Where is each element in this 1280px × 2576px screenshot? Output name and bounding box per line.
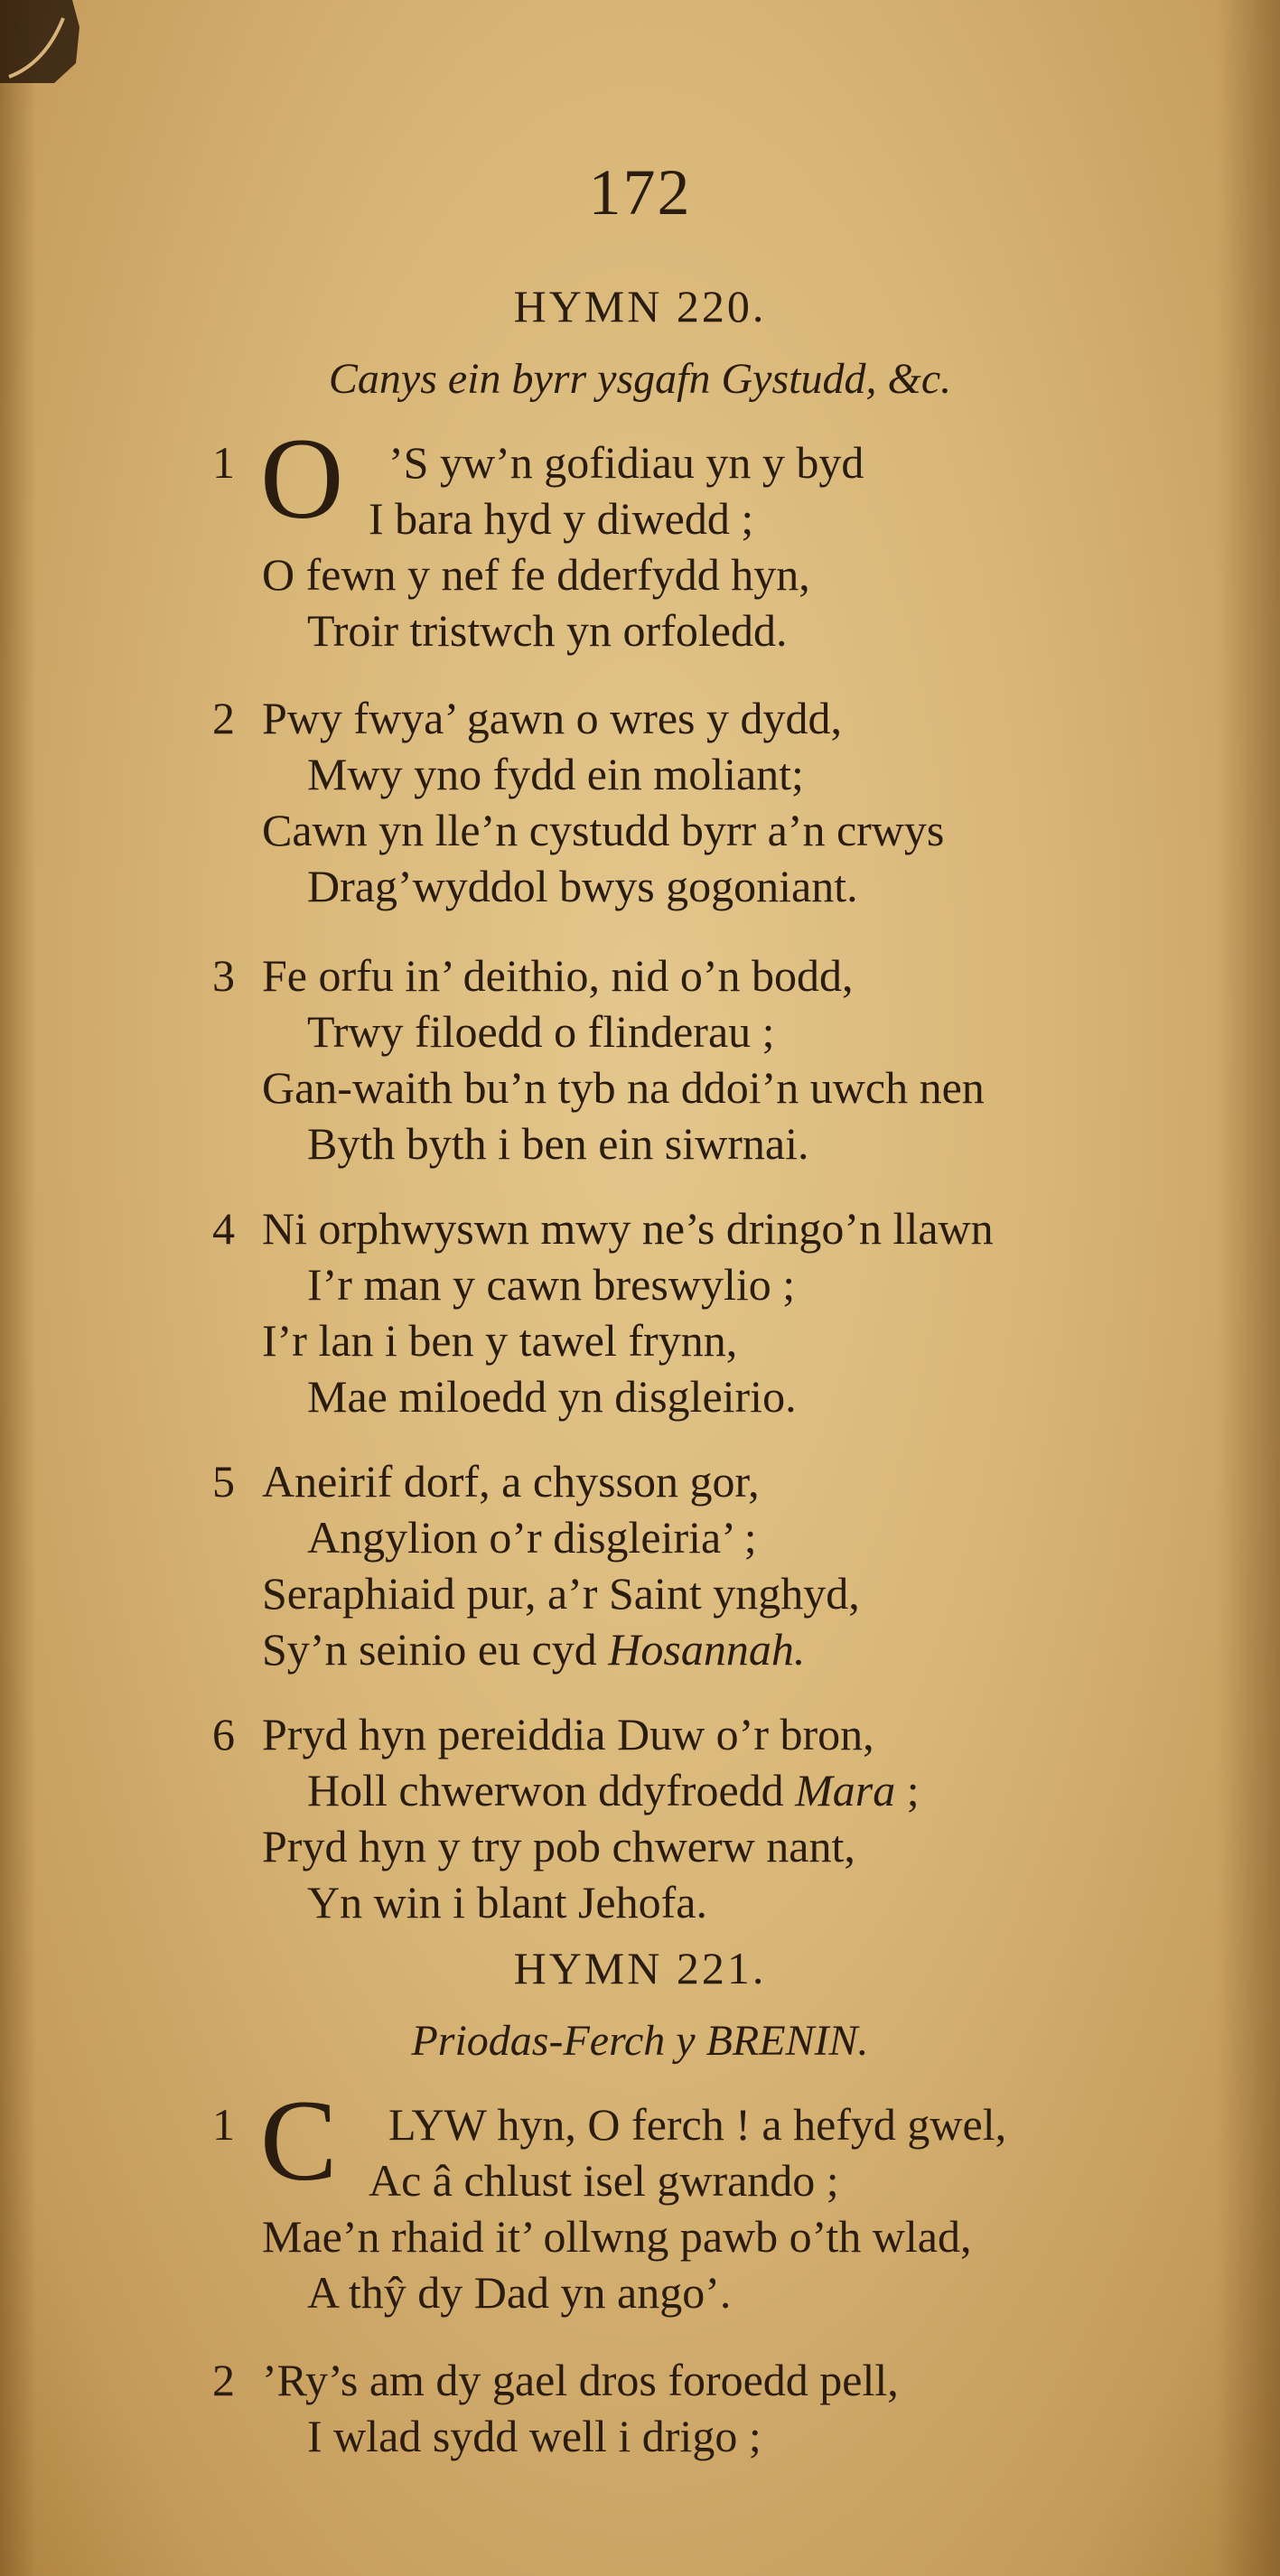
stanza-number: 2 [212,693,235,743]
hymn-220-title: HYMN 220. [513,281,767,331]
hymn-221-subtitle: Priodas-Ferch y BRENIN. [411,2017,869,2065]
verse-line: Ac â chlust isel gwrando ; [369,2155,839,2206]
verse-line: A thŷ dy Dad yn ango’. [307,2267,732,2318]
verse-line: O fewn y nef fe dderfydd hyn, [262,549,810,600]
verse-line: Aneirif dorf, a chysson gor, [262,1456,760,1507]
verse-line: ’S yw’n gofidiau yn y byd [388,437,864,488]
verse-text-tail: ; [895,1765,920,1815]
verse-line: Pwy fwya’ gawn o wres y dydd, [262,693,843,743]
verse-line [307,1763,920,1817]
italic-word: Mara [795,1765,896,1815]
verse-line [262,1622,805,1676]
verse-line: Mwy yno fydd ein moliant; [307,749,804,799]
verse-text: Sy’n seinio eu cyd [262,1624,597,1675]
verse-line: I wlad sydd well i drigo ; [307,2411,761,2461]
verse-line: Gan-waith bu’n tyb na ddoi’n uwch nen [262,1062,985,1113]
stanza-number: 1 [212,2099,235,2150]
verse-line: I’r lan i ben y tawel frynn, [262,1315,738,1366]
hymn-221-title: HYMN 221. [513,1943,767,1993]
verse-line: Drag’wyddol bwys gogoniant. [307,861,858,911]
corner-ink-mark [0,0,83,83]
verse-line: ’Ry’s am dy gael dros foroedd pell, [262,2355,899,2405]
verse-line: Mae’n rhaid it’ ollwng pawb o’th wlad, [262,2211,972,2262]
verse-line: LYW hyn, O ferch ! a hefyd gwel, [388,2099,1007,2150]
verse-line: Byth byth i ben ein siwrnai. [307,1118,809,1169]
italic-word: Hosannah. [608,1624,806,1675]
stanza-number: 5 [212,1456,235,1507]
verse-line: I’r man y cawn breswylio ; [307,1259,796,1310]
verse-line: Angylion o’r disgleiria’ ; [307,1512,757,1563]
verse-line: Troir tristwch yn orfoledd. [307,605,788,656]
hymn-220-subtitle: Canys ein byrr ysgafn Gystudd, &c. [328,355,952,403]
page-number: 172 [588,156,692,229]
stanza-number: 4 [212,1203,235,1254]
verse-line: Pryd hyn pereiddia Duw o’r bron, [262,1709,874,1759]
verse-line: Cawn yn lle’n cystudd byrr a’n crwys [262,805,945,855]
stanza-number: 2 [212,2355,235,2405]
stanza-number: 3 [212,950,235,1001]
stanza-number: 6 [212,1709,235,1759]
stanza-number: 1 [212,437,235,488]
verse-line: Mae miloedd yn disgleirio. [307,1371,797,1422]
verse-line: Yn win i blant Jehofa. [307,1877,707,1927]
verse-text: Holl chwerwon ddyfroedd [307,1765,784,1815]
verse-line: Ni orphwyswn mwy ne’s dringo’n llawn [262,1203,994,1254]
verse-line: Seraphiaid pur, a’r Saint ynghyd, [262,1568,860,1619]
verse-line: Pryd hyn y try pob chwerw nant, [262,1821,855,1871]
verse-line: Trwy filoedd o flinderau ; [307,1006,775,1057]
drop-cap: O [260,415,344,543]
verse-line: I bara hyd y diwedd ; [369,493,754,544]
verse-line: Fe orfu in’ deithio, nid o’n bodd, [262,950,854,1001]
drop-cap: C [260,2077,338,2205]
